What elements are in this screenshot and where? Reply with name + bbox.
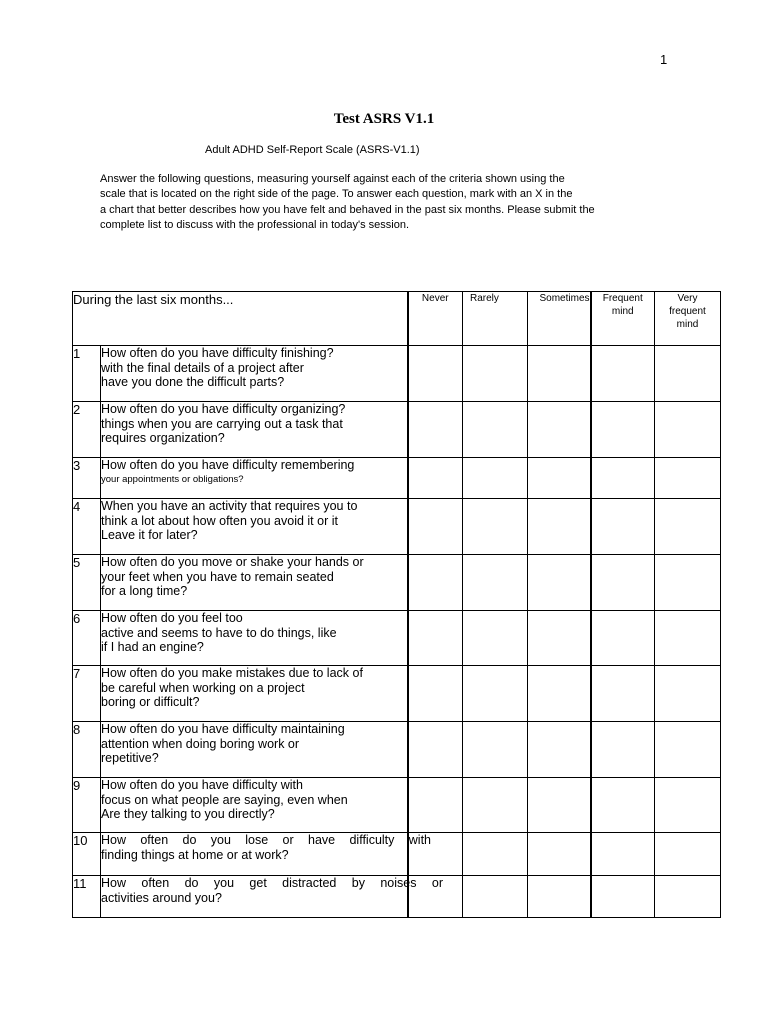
answer-cell-very-frequent[interactable] (655, 499, 721, 555)
question-line: repetitive? (101, 751, 159, 765)
answer-cell-never[interactable] (408, 402, 463, 458)
question-text (101, 458, 408, 499)
column-header-rarely: Rarely (463, 292, 528, 346)
question-text (101, 778, 408, 833)
question-text (101, 499, 408, 555)
question-number: 6 (73, 611, 101, 666)
answer-cell-very-frequent[interactable] (655, 876, 721, 918)
answer-cell-frequent[interactable] (591, 346, 655, 402)
question-number: 5 (73, 555, 101, 611)
question-line: How often do you get distracted by noises or (101, 876, 443, 890)
question-text (101, 876, 443, 918)
question-line: be careful when working on a project (101, 680, 305, 695)
question-line: How often do you have difficulty with (101, 778, 303, 792)
question-line: for a long time? (101, 584, 188, 598)
answer-cell-sometimes[interactable] (528, 499, 591, 555)
question-text (101, 611, 408, 666)
answer-cell-rarely[interactable] (463, 499, 528, 555)
question-line: with the final details of a project after (101, 360, 304, 375)
table-row (73, 722, 721, 778)
asrs-questionnaire-table (72, 291, 721, 918)
question-line: How often do you have difficulty remembering (101, 458, 355, 472)
answer-cell-rarely[interactable] (463, 876, 528, 918)
answer-cell-frequent[interactable] (591, 778, 655, 833)
answer-cell-sometimes[interactable] (528, 346, 591, 402)
column-header-frequent: Frequent mind (591, 292, 655, 346)
header-label: During the last six months... (73, 292, 408, 346)
answer-cell-sometimes[interactable] (528, 778, 591, 833)
question-line: How often do you move or shake your hands or (101, 555, 364, 569)
question-number: 8 (73, 722, 101, 778)
question-line: activities around you? (101, 890, 222, 905)
answer-cell-sometimes[interactable] (528, 666, 591, 722)
question-line: How often do you have difficulty maintaining (101, 722, 345, 736)
table-header-row (73, 292, 721, 346)
answer-cell-frequent[interactable] (591, 611, 655, 666)
table-row (73, 346, 721, 402)
column-header-sometimes: Sometimes (528, 292, 591, 346)
answer-cell-rarely[interactable] (463, 722, 528, 778)
question-line: How often do you feel too (101, 611, 243, 625)
answer-cell-frequent[interactable] (591, 402, 655, 458)
question-number: 11 (73, 876, 101, 918)
answer-cell-never[interactable] (408, 778, 463, 833)
page-number: 1 (660, 52, 668, 67)
question-line: requires organization? (101, 431, 225, 445)
document-title: Test ASRS V1.1 (333, 111, 435, 127)
question-line: have you done the difficult parts? (101, 375, 285, 389)
answer-cell-never[interactable] (408, 499, 463, 555)
column-header-never: Never (408, 292, 463, 346)
table-row (73, 555, 721, 611)
answer-cell-very-frequent[interactable] (655, 666, 721, 722)
answer-cell-sometimes[interactable] (528, 833, 591, 876)
answer-cell-very-frequent[interactable] (655, 722, 721, 778)
table-row (73, 666, 721, 722)
question-number: 10 (73, 833, 101, 876)
answer-cell-never[interactable] (408, 722, 463, 778)
answer-cell-frequent[interactable] (591, 666, 655, 722)
answer-cell-rarely[interactable] (463, 833, 528, 876)
answer-cell-rarely[interactable] (463, 346, 528, 402)
answer-cell-rarely[interactable] (463, 611, 528, 666)
table-row (73, 402, 721, 458)
answer-cell-sometimes[interactable] (528, 458, 591, 499)
question-line: Leave it for later? (101, 528, 198, 542)
question-line: your feet when you have to remain seated (101, 569, 334, 584)
question-line: active and seems to have to do things, like (101, 625, 337, 640)
question-text (101, 346, 408, 402)
answer-cell-frequent[interactable] (591, 499, 655, 555)
answer-cell-frequent[interactable] (591, 555, 655, 611)
question-number: 7 (73, 666, 101, 722)
answer-cell-never[interactable] (408, 346, 463, 402)
answer-cell-never[interactable] (408, 666, 463, 722)
answer-cell-sometimes[interactable] (528, 555, 591, 611)
answer-cell-sometimes[interactable] (528, 611, 591, 666)
answer-cell-very-frequent[interactable] (655, 555, 721, 611)
question-line: attention when doing boring work or (101, 736, 300, 751)
answer-cell-never[interactable] (408, 555, 463, 611)
column-header-very-frequent: Very frequent mind (655, 292, 721, 346)
question-number: 4 (73, 499, 101, 555)
answer-cell-frequent[interactable] (591, 833, 655, 876)
answer-cell-rarely[interactable] (463, 402, 528, 458)
question-number: 1 (73, 346, 101, 402)
answer-cell-rarely[interactable] (463, 778, 528, 833)
question-line: your appointments or obligations? (101, 473, 244, 485)
table-row (73, 833, 721, 876)
question-text (101, 833, 431, 876)
answer-cell-very-frequent[interactable] (655, 778, 721, 833)
table-row (73, 876, 721, 918)
question-line: think a lot about how often you avoid it or it (101, 513, 338, 528)
answer-cell-rarely[interactable] (463, 458, 528, 499)
document-subtitle: Adult ADHD Self-Report Scale (ASRS-V1.1) (205, 144, 420, 156)
table-row (73, 778, 721, 833)
question-line: Are they talking to you directly? (101, 807, 275, 821)
answer-cell-never[interactable] (408, 611, 463, 666)
question-number: 3 (73, 458, 101, 499)
question-text (101, 555, 408, 611)
table-row (73, 458, 721, 499)
question-line: finding things at home or at work? (101, 847, 289, 862)
answer-cell-very-frequent[interactable] (655, 458, 721, 499)
answer-cell-rarely[interactable] (463, 555, 528, 611)
instructions-paragraph: Answer the following questions, measuring yourself against each of the criteria shown using the scale that is located on the right side of the page. To answer each question, mark with an X in the a chart that better describes how you have felt and behaved in the past six months. Please submit the complete list to discuss with the professional in today's session. (100, 173, 595, 231)
answer-cell-very-frequent[interactable] (655, 402, 721, 458)
question-line: focus on what people are saying, even when (101, 792, 348, 807)
question-line: if I had an engine? (101, 640, 204, 654)
answer-cell-frequent[interactable] (591, 722, 655, 778)
question-line: How often do you have difficulty finishing? (101, 346, 334, 360)
question-number: 2 (73, 402, 101, 458)
question-text (101, 666, 408, 722)
answer-cell-rarely[interactable] (463, 666, 528, 722)
answer-cell-sometimes[interactable] (528, 876, 591, 918)
answer-cell-sometimes[interactable] (528, 722, 591, 778)
question-line: How often do you have difficulty organizing? (101, 402, 346, 416)
question-text (101, 402, 408, 458)
answer-cell-very-frequent[interactable] (655, 346, 721, 402)
table-row (73, 499, 721, 555)
question-line: things when you are carrying out a task that (101, 416, 343, 431)
answer-cell-very-frequent[interactable] (655, 611, 721, 666)
answer-cell-never[interactable] (408, 458, 463, 499)
question-line: How often do you lose or have difficulty with (101, 833, 431, 847)
question-line: When you have an activity that requires you to (101, 499, 358, 513)
question-line: boring or difficult? (101, 695, 200, 709)
table-row (73, 611, 721, 666)
answer-cell-sometimes[interactable] (528, 402, 591, 458)
question-text (101, 722, 408, 778)
question-line: How often do you make mistakes due to lack of (101, 666, 363, 680)
question-number: 9 (73, 778, 101, 833)
answer-cell-frequent[interactable] (591, 458, 655, 499)
answer-cell-frequent[interactable] (591, 876, 655, 918)
answer-cell-very-frequent[interactable] (655, 833, 721, 876)
